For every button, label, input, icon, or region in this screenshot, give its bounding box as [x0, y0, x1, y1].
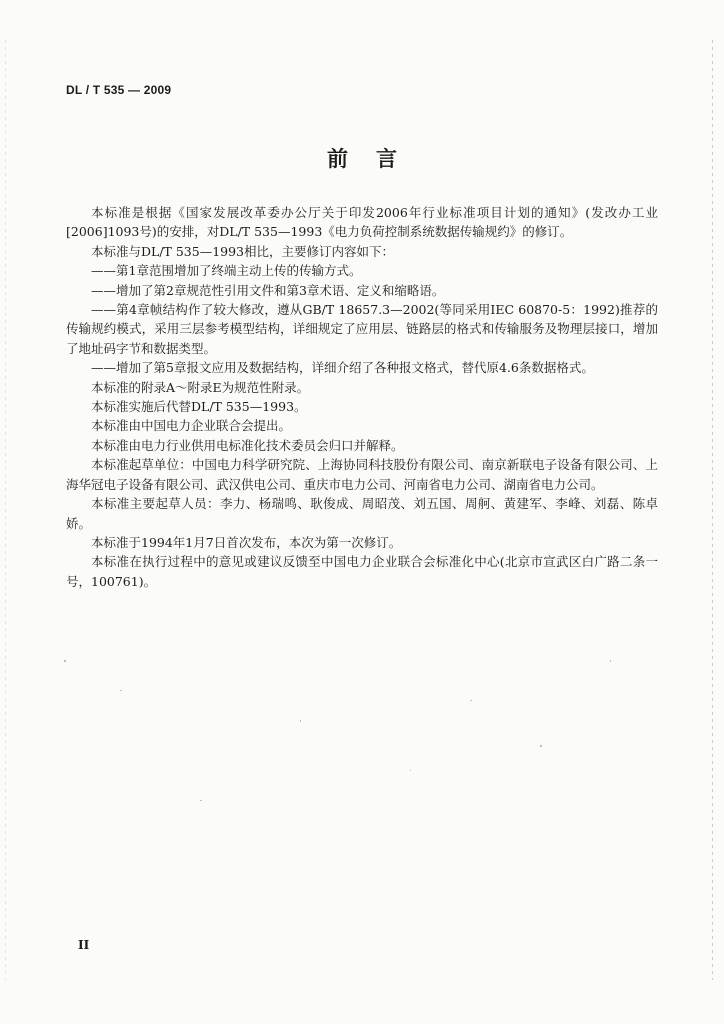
standard-code-header: DL / T 535 — 2009	[66, 83, 172, 97]
paragraph: 本标准实施后代替DL/T 535—1993。	[91, 399, 307, 415]
paragraph: ——增加了第2章规范性引用文件和第3章术语、定义和缩略语。	[91, 282, 445, 298]
paragraph: 本标准在执行过程中的意见或建议反馈至中国电力企业联合会标准化中心(北京市宣武区白广路二条一号，100761)。	[66, 554, 658, 589]
paragraph: 本标准与DL/T 535—1993相比，主要修订内容如下：	[91, 243, 395, 259]
paragraph: ——第1章范围增加了终端主动上传的传输方式。	[91, 263, 362, 279]
page-title: 前言	[327, 146, 425, 171]
paragraph: 本标准主要起草人员：李力、杨瑞鸣、耿俊成、周昭茂、刘五国、周舸、黄建军、李峰、刘磊、陈卓娇。	[66, 496, 658, 531]
paragraph: 本标准起草单位：中国电力科学研究院、上海协同科技股份有限公司、南京新联电子设备有限公司、上海华冠电子设备有限公司、武汉供电公司、重庆市电力公司、河南省电力公司、湖南省电力公司。	[66, 457, 658, 492]
foreword-body	[66, 203, 658, 591]
paragraph: ——第4章帧结构作了较大修改，遵从GB/T 18657.3—2002(等同采用IEC 60870-5：1992)推荐的传输规约模式，采用三层参考模型结构，详细规定了应用层、链路层的格式和传输服务及物理层接口，增加了地址码字节和数据类型。	[66, 302, 658, 356]
scan-edge-left	[5, 40, 6, 980]
paragraph: ——增加了第5章报文应用及数据结构，详细介绍了各种报文格式，替代原4.6条数据格式。	[91, 360, 594, 376]
paragraph: 本标准于1994年1月7日首次发布，本次为第一次修订。	[91, 534, 402, 550]
paragraph: 本标准是根据《国家发展改革委办公厅关于印发2006年行业标准项目计划的通知》(发改办工业[2006]1093号)的安排，对DL/T 535—1993《电力负荷控制系统数据传输规约》的修订。	[66, 205, 658, 240]
page-number: II	[78, 938, 90, 952]
paragraph: 本标准由电力行业供用电标准化技术委员会归口并解释。	[91, 437, 404, 453]
paragraph: 本标准由中国电力企业联合会提出。	[91, 418, 292, 434]
scan-edge-right	[712, 40, 713, 980]
paragraph: 本标准的附录A～附录E为规范性附录。	[91, 379, 310, 395]
